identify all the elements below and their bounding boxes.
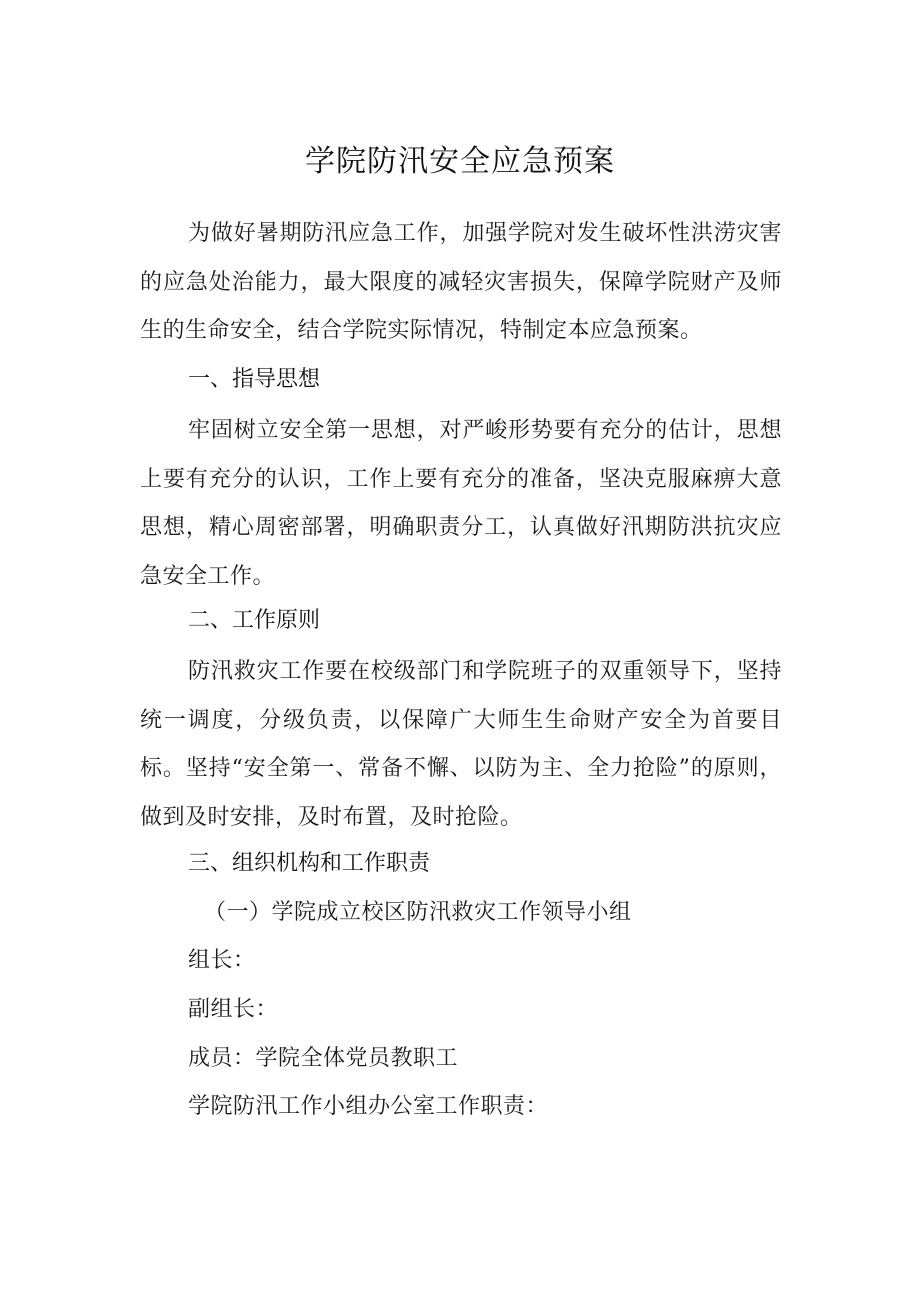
office-duties-line: 学院防汛工作小组办公室工作职责： bbox=[188, 1094, 549, 1119]
subsection-heading-leadership-group: （一）学院成立校区防汛救灾工作领导小组 bbox=[204, 900, 632, 925]
leader-line: 组长： bbox=[188, 948, 256, 973]
members-line: 成员：学院全体党员教职工 bbox=[188, 1046, 459, 1071]
document-title: 学院防汛安全应急预案 bbox=[305, 144, 615, 179]
section-body-work-principles: 防汛救灾工作要在校级部门和学院班子的双重领导下，坚持统一调度，分级负责，以保障广大师生生命财产安全为首要目标。坚持“安全第一、常备不懈、以防为主、全力抢险”的原则，做到及时安排，及时布置，及时抢险。 bbox=[140, 659, 782, 830]
section-heading-guiding-ideology: 一、指导思想 bbox=[188, 367, 321, 392]
section-heading-organization: 三、组织机构和工作职责 bbox=[188, 851, 431, 876]
intro-paragraph: 为做好暑期防汛应急工作，加强学院对发生破坏性洪涝灾害的应急处治能力，最大限度的减轻灾害损失，保障学院财产及师生的生命安全，结合学院实际情况，特制定本应急预案。 bbox=[140, 221, 782, 343]
section-body-guiding-ideology: 牢固树立安全第一思想，对严峻形势要有充分的估计，思想上要有充分的认识，工作上要有充分的准备，坚决克服麻痹大意思想，精心周密部署，明确职责分工，认真做好汛期防洪抗灾应急安全工作。 bbox=[140, 418, 782, 589]
deputy-leader-line: 副组长： bbox=[188, 997, 279, 1022]
section-heading-work-principles: 二、工作原则 bbox=[188, 608, 321, 633]
